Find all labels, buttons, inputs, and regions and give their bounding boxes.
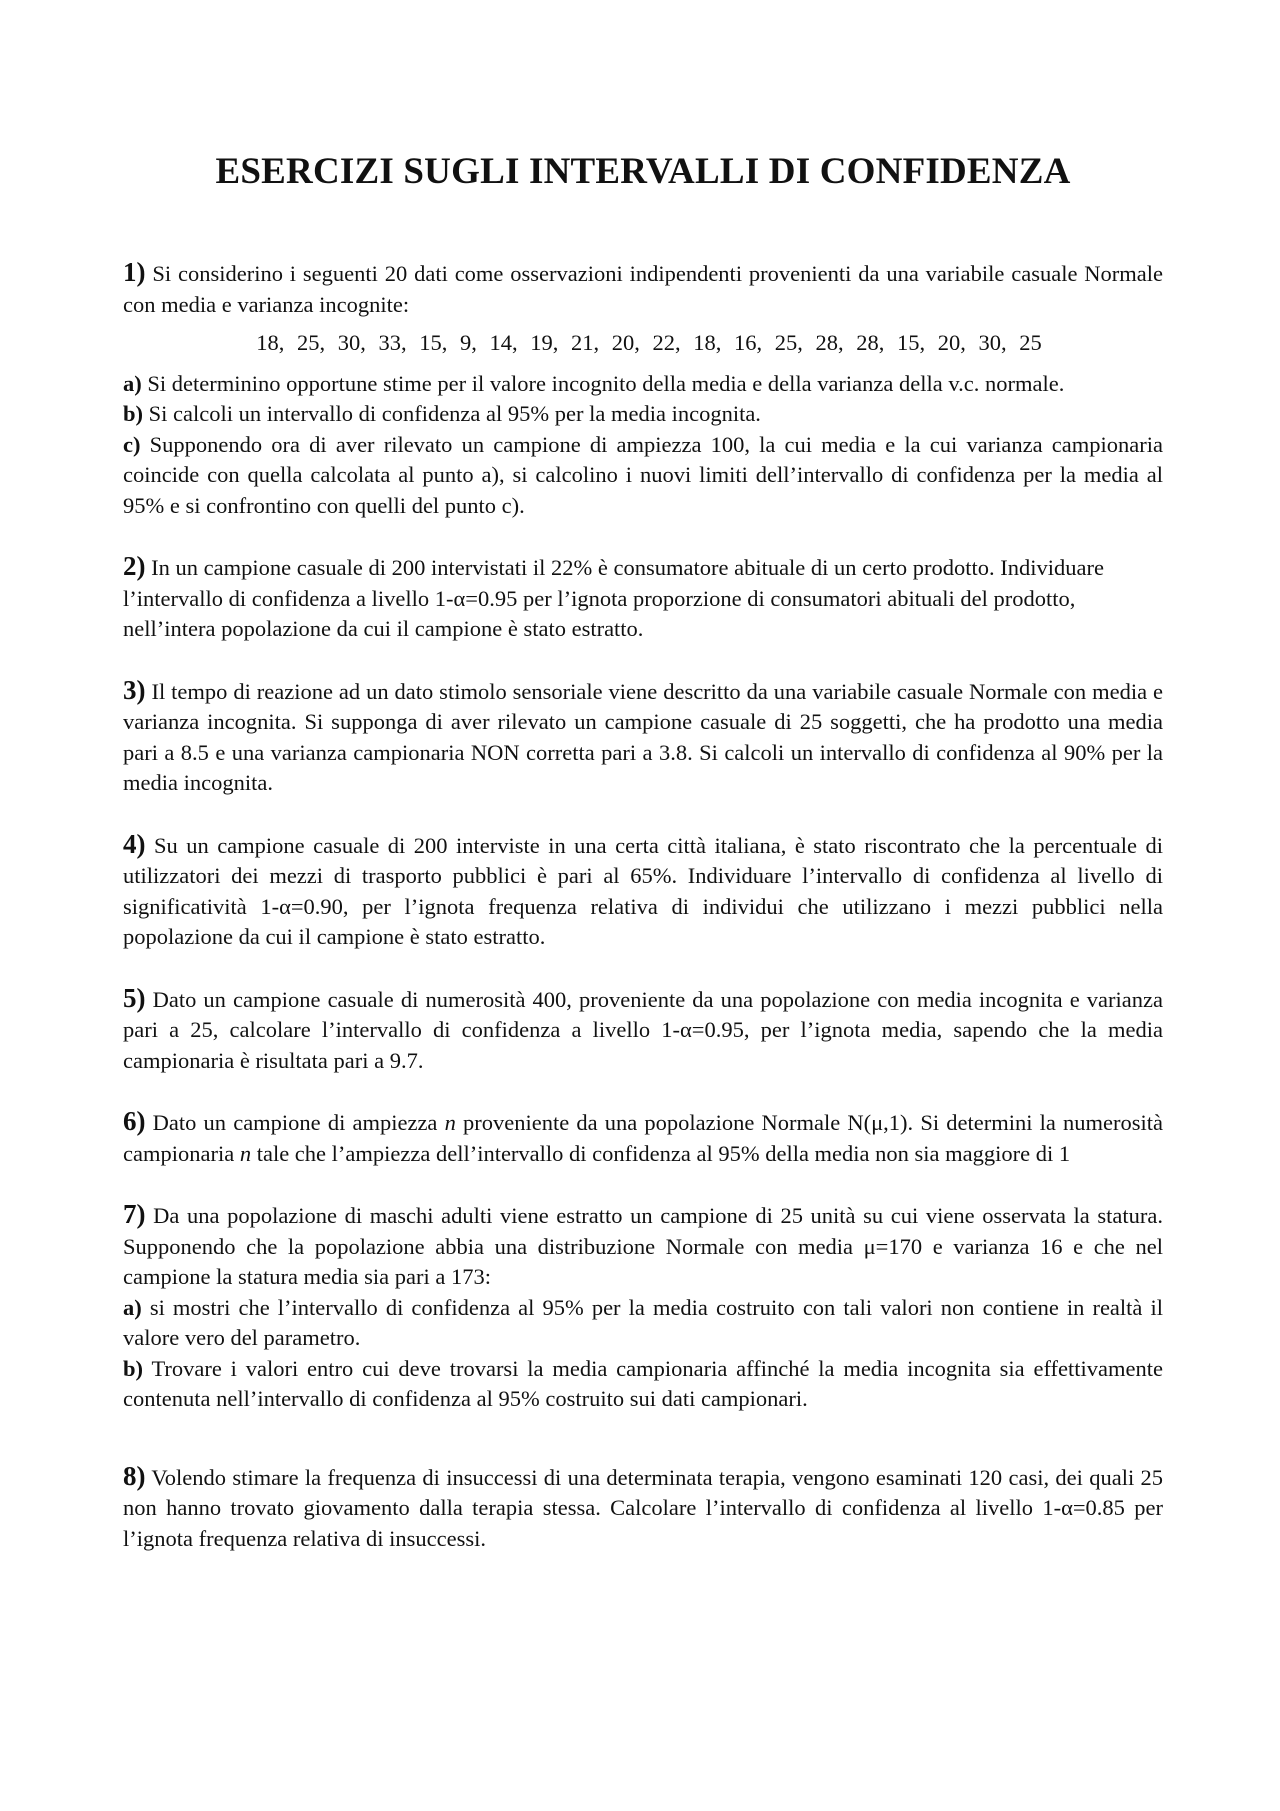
part-label: b) <box>123 1355 144 1381</box>
part-c <box>123 430 1163 522</box>
part-a <box>123 1293 1163 1354</box>
exercise-1-intro <box>123 257 1163 320</box>
part-b <box>123 1354 1163 1415</box>
exercise-number: 4) <box>123 828 146 859</box>
exercise-1 <box>123 257 1163 521</box>
exercise-text-b: proveniente da una popolazione Normale N(μ,1). Si determini la numerosità campionaria <box>123 1110 1163 1166</box>
exercise-number: 3) <box>123 674 146 705</box>
variable-n: n <box>444 1110 456 1135</box>
exercise-text: Il tempo di reazione ad un dato stimolo sensoriale viene descritto da una variabile casuale Normale con media e varianza incognita. Si supponga di aver rilevato un campione casuale di 25 soggetti, che ha prodotto una media pari a 8.5 e una varianza campionaria NON corretta pari a 3.8. Si calcoli un intervallo di confidenza al 90% per la media incognita. <box>123 678 1163 795</box>
part-label: a) <box>123 1294 142 1320</box>
exercise-number: 1) <box>123 257 146 287</box>
exercise-8 <box>123 1461 1163 1555</box>
exercise-text: In un campione casuale di 200 intervistati il 22% è consumatore abituale di un certo prodotto. Individuare l’intervallo di confidenza a livello 1-α=0.95 per l’ignota proporzione di consumatori abituali del prodotto, nell’intera popolazione da cui il campione è stato estratto. <box>123 555 1104 641</box>
document-page <box>123 150 1163 1554</box>
exercise-text: Dato un campione casuale di numerosità 400, proveniente da una popolazione con media incognita e varianza pari a 25, calcolare l’intervallo di confidenza a livello 1-α=0.95, per l’ignota media, sapendo che la media campionaria è risultata pari a 9.7. <box>123 986 1163 1073</box>
part-label: a) <box>123 370 142 396</box>
exercise-7 <box>123 1199 1163 1415</box>
exercise-number: 5) <box>123 982 146 1013</box>
exercise-number: 7) <box>123 1199 146 1229</box>
variable-n: n <box>239 1140 252 1166</box>
part-text: Supponendo ora di aver rilevato un campione di ampiezza 100, la cui media e la cui varianza campionaria coincide con quella calcolata al punto a), si calcolino i nuovi limiti dell’intervallo di confidenza per la media al 95% e si confrontino con quelli del punto c). <box>123 431 1163 518</box>
exercise-text: Si considerino i seguenti 20 dati come osservazioni indipendenti provenienti da una variabile casuale Normale con media e varianza incognite: <box>123 261 1164 317</box>
exercise-number: 2) <box>123 551 146 581</box>
exercise-number: 8) <box>123 1460 146 1491</box>
exercise-text: Volendo stimare la frequenza di insuccessi di una determinata terapia, vengono esaminati 120 casi, dei quali 25 non hanno trovato giovamento dalla terapia stessa. Calcolare l’intervallo di confidenza al livello 1-α=0.85 per l’ignota frequenza relativa di insuccessi. <box>123 1464 1164 1551</box>
exercise-4 <box>123 829 1163 953</box>
part-b <box>123 399 1163 430</box>
exercise-text: Da una popolazione di maschi adulti viene estratto un campione di 25 unità su cui viene osservata la statura. Supponendo che la popolazione abbia una distribuzione Normale con media μ=170 e varianza 16 e che nel campione la statura media sia pari a 173: <box>123 1203 1163 1289</box>
exercise-text-c: tale che l’ampiezza dell’intervallo di confidenza al 95% della media non sia maggiore di 1 <box>256 1140 1071 1166</box>
part-text: Si determinino opportune stime per il valore incognito della media e della varianza della v.c. normale. <box>147 370 1065 396</box>
exercise-number: 6) <box>123 1106 146 1136</box>
part-a <box>123 369 1163 400</box>
exercise-2 <box>123 551 1163 645</box>
part-text: Si calcoli un intervallo di confidenza al 95% per la media incognita. <box>148 401 761 426</box>
data-values: 18, 25, 30, 33, 15, 9, 14, 19, 21, 20, 22, 18, 16, 25, 28, 28, 15, 20, 30, 25 <box>256 330 1042 355</box>
part-text: si mostri che l’intervallo di confidenza al 95% per la media costruito con tali valori non contiene in realtà il valore vero del parametro. <box>123 1294 1163 1350</box>
exercise-text: Su un campione casuale di 200 interviste in una certa città italiana, è stato riscontrato che la percentuale di utilizzatori dei mezzi di trasporto pubblici è pari al 65%. Individuare l’intervallo di confidenza al livello di significatività 1-α=0.90, per l’ignota frequenza relativa di individui che utilizzano i mezzi pubblici nella popolazione da cui il campione è stato estratto. <box>123 832 1164 949</box>
part-label: b) <box>123 401 144 426</box>
exercise-3 <box>123 675 1163 799</box>
exercise-6 <box>123 1106 1163 1169</box>
part-text: Trovare i valori entro cui deve trovarsi la media campionaria affinché la media incognita sia effettivamente contenuta nell’intervallo di confidenza al 95% costruito sui dati campionari. <box>123 1355 1163 1411</box>
exercise-text-a: Dato un campione di ampiezza <box>152 1110 438 1135</box>
document-title: ESERCIZI SUGLI INTERVALLI DI CONFIDENZA <box>215 151 1071 192</box>
part-label: c) <box>123 431 141 457</box>
exercise-5 <box>123 983 1163 1077</box>
